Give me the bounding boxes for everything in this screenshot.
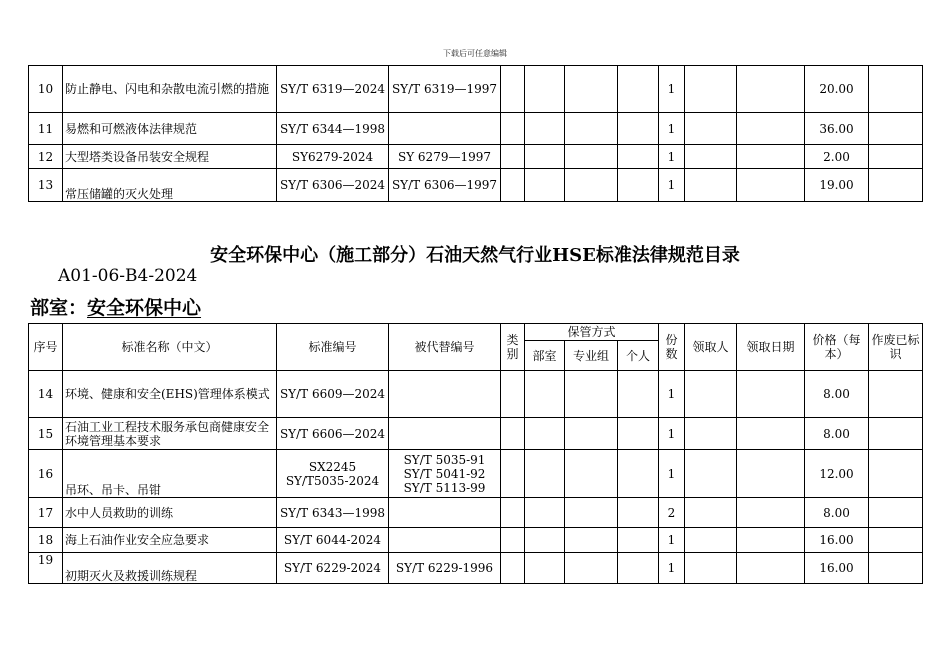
header-replaced-code: 被代替编号 [389, 324, 501, 371]
standard-code: SY/T 6344—1998 [277, 113, 389, 145]
table-row [29, 113, 923, 145]
header-obsolete: 作废已标识 [869, 324, 923, 371]
standard-code-line: SY/T5035-2024 [285, 473, 380, 488]
replaced-code [389, 528, 501, 553]
replaced-code-line: SY/T 5041-92 [403, 466, 486, 481]
header-category: 类别 [501, 324, 525, 371]
header-receiver: 领取人 [685, 324, 737, 371]
table-row [29, 169, 923, 202]
copies: 1 [659, 553, 685, 584]
copies: 1 [659, 145, 685, 169]
row-number: 17 [29, 498, 63, 528]
header-note: 下载后可任意编辑 [443, 49, 507, 58]
table-row [29, 528, 923, 553]
standard-name: 吊环、吊卡、吊钳 [63, 450, 277, 498]
standard-name: 石油工业工程技术服务承包商健康安全环境管理基本要求 [63, 418, 277, 450]
price: 8.00 [805, 418, 869, 450]
header-number: 序号 [29, 324, 63, 371]
row-number: 18 [29, 528, 63, 553]
header-custody-dept: 部室 [525, 341, 565, 371]
table-row [29, 450, 923, 498]
copies: 1 [659, 113, 685, 145]
replaced-code [389, 113, 501, 145]
copies: 1 [659, 66, 685, 113]
table-row [29, 66, 923, 113]
row-number: 10 [29, 66, 63, 113]
replaced-code [389, 498, 501, 528]
copies: 1 [659, 169, 685, 202]
table-row [29, 371, 923, 418]
row-number: 14 [29, 371, 63, 418]
standard-code: SY/T 6343—1998 [277, 498, 389, 528]
standard-name: 防止静电、闪电和杂散电流引燃的措施 [63, 66, 277, 113]
copies: 1 [659, 450, 685, 498]
row-number: 15 [29, 418, 63, 450]
row-number: 19 [29, 553, 63, 584]
table-header-row [29, 324, 923, 341]
copies: 1 [659, 418, 685, 450]
row-number: 12 [29, 145, 63, 169]
standard-code: SY/T 6044-2024 [277, 528, 389, 553]
row-number: 11 [29, 113, 63, 145]
header-name: 标准名称（中文） [63, 324, 277, 371]
standard-name: 海上石油作业安全应急要求 [63, 528, 277, 553]
standard-name: 大型塔类设备吊装安全规程 [63, 145, 277, 169]
table-row [29, 553, 923, 584]
replaced-code: SY 6279—1997 [389, 145, 501, 169]
standard-name: 环境、健康和安全(EHS)管理体系模式 [63, 371, 277, 418]
price: 2.00 [805, 145, 869, 169]
standard-name: 易燃和可燃液体法律规范 [63, 113, 277, 145]
table-row [29, 145, 923, 169]
copies: 2 [659, 498, 685, 528]
table-row [29, 418, 923, 450]
header-custody-person: 个人 [618, 341, 659, 371]
standards-table [28, 323, 923, 584]
header-standard-code: 标准编号 [277, 324, 389, 371]
department-label: 部室： [30, 297, 88, 319]
price: 19.00 [805, 169, 869, 202]
header-price: 价格（每本） [805, 324, 869, 371]
header-copies: 份数 [659, 324, 685, 371]
copies: 1 [659, 528, 685, 553]
row-number: 16 [29, 450, 63, 498]
replaced-code [389, 418, 501, 450]
document-code: A01-06-B4-2024 [58, 266, 198, 286]
replaced-code: SY/T 6229-1996 [389, 553, 501, 584]
header-custody: 保管方式 [525, 324, 659, 341]
department-line [30, 293, 201, 320]
standard-code: SY6279-2024 [277, 145, 389, 169]
standard-code: SY/T 6319—2024 [277, 66, 389, 113]
price: 16.00 [805, 528, 869, 553]
price: 8.00 [805, 371, 869, 418]
replaced-code-line: SY/T 5035-91 [403, 452, 486, 467]
standard-code: SY/T 6609—2024 [277, 371, 389, 418]
price: 8.00 [805, 498, 869, 528]
standard-name: 水中人员救助的训练 [63, 498, 277, 528]
replaced-code: SY/T 6319—1997 [389, 66, 501, 113]
replaced-code [389, 450, 501, 498]
price: 36.00 [805, 113, 869, 145]
standards-table-continued [28, 65, 923, 202]
header-custody-group: 专业组 [565, 341, 618, 371]
standard-name: 初期灭火及救援训练规程 [63, 553, 277, 584]
price: 12.00 [805, 450, 869, 498]
standard-code [277, 450, 389, 498]
standard-code: SY/T 6306—2024 [277, 169, 389, 202]
copies: 1 [659, 371, 685, 418]
replaced-code: SY/T 6306—1997 [389, 169, 501, 202]
standard-name: 常压储罐的灭火处理 [63, 169, 277, 202]
page-title: 安全环保中心（施工部分）石油天然气行业HSE标准法律规范目录 [210, 245, 740, 266]
table-row [29, 498, 923, 528]
standard-code-line: SX2245 [308, 459, 357, 474]
price: 20.00 [805, 66, 869, 113]
replaced-code-line: SY/T 5113-99 [403, 480, 486, 495]
header-receive-date: 领取日期 [737, 324, 805, 371]
replaced-code [389, 371, 501, 418]
standard-code: SY/T 6606—2024 [277, 418, 389, 450]
standard-code: SY/T 6229-2024 [277, 553, 389, 584]
department-value: 安全环保中心 [87, 297, 202, 319]
row-number: 13 [29, 169, 63, 202]
price: 16.00 [805, 553, 869, 584]
